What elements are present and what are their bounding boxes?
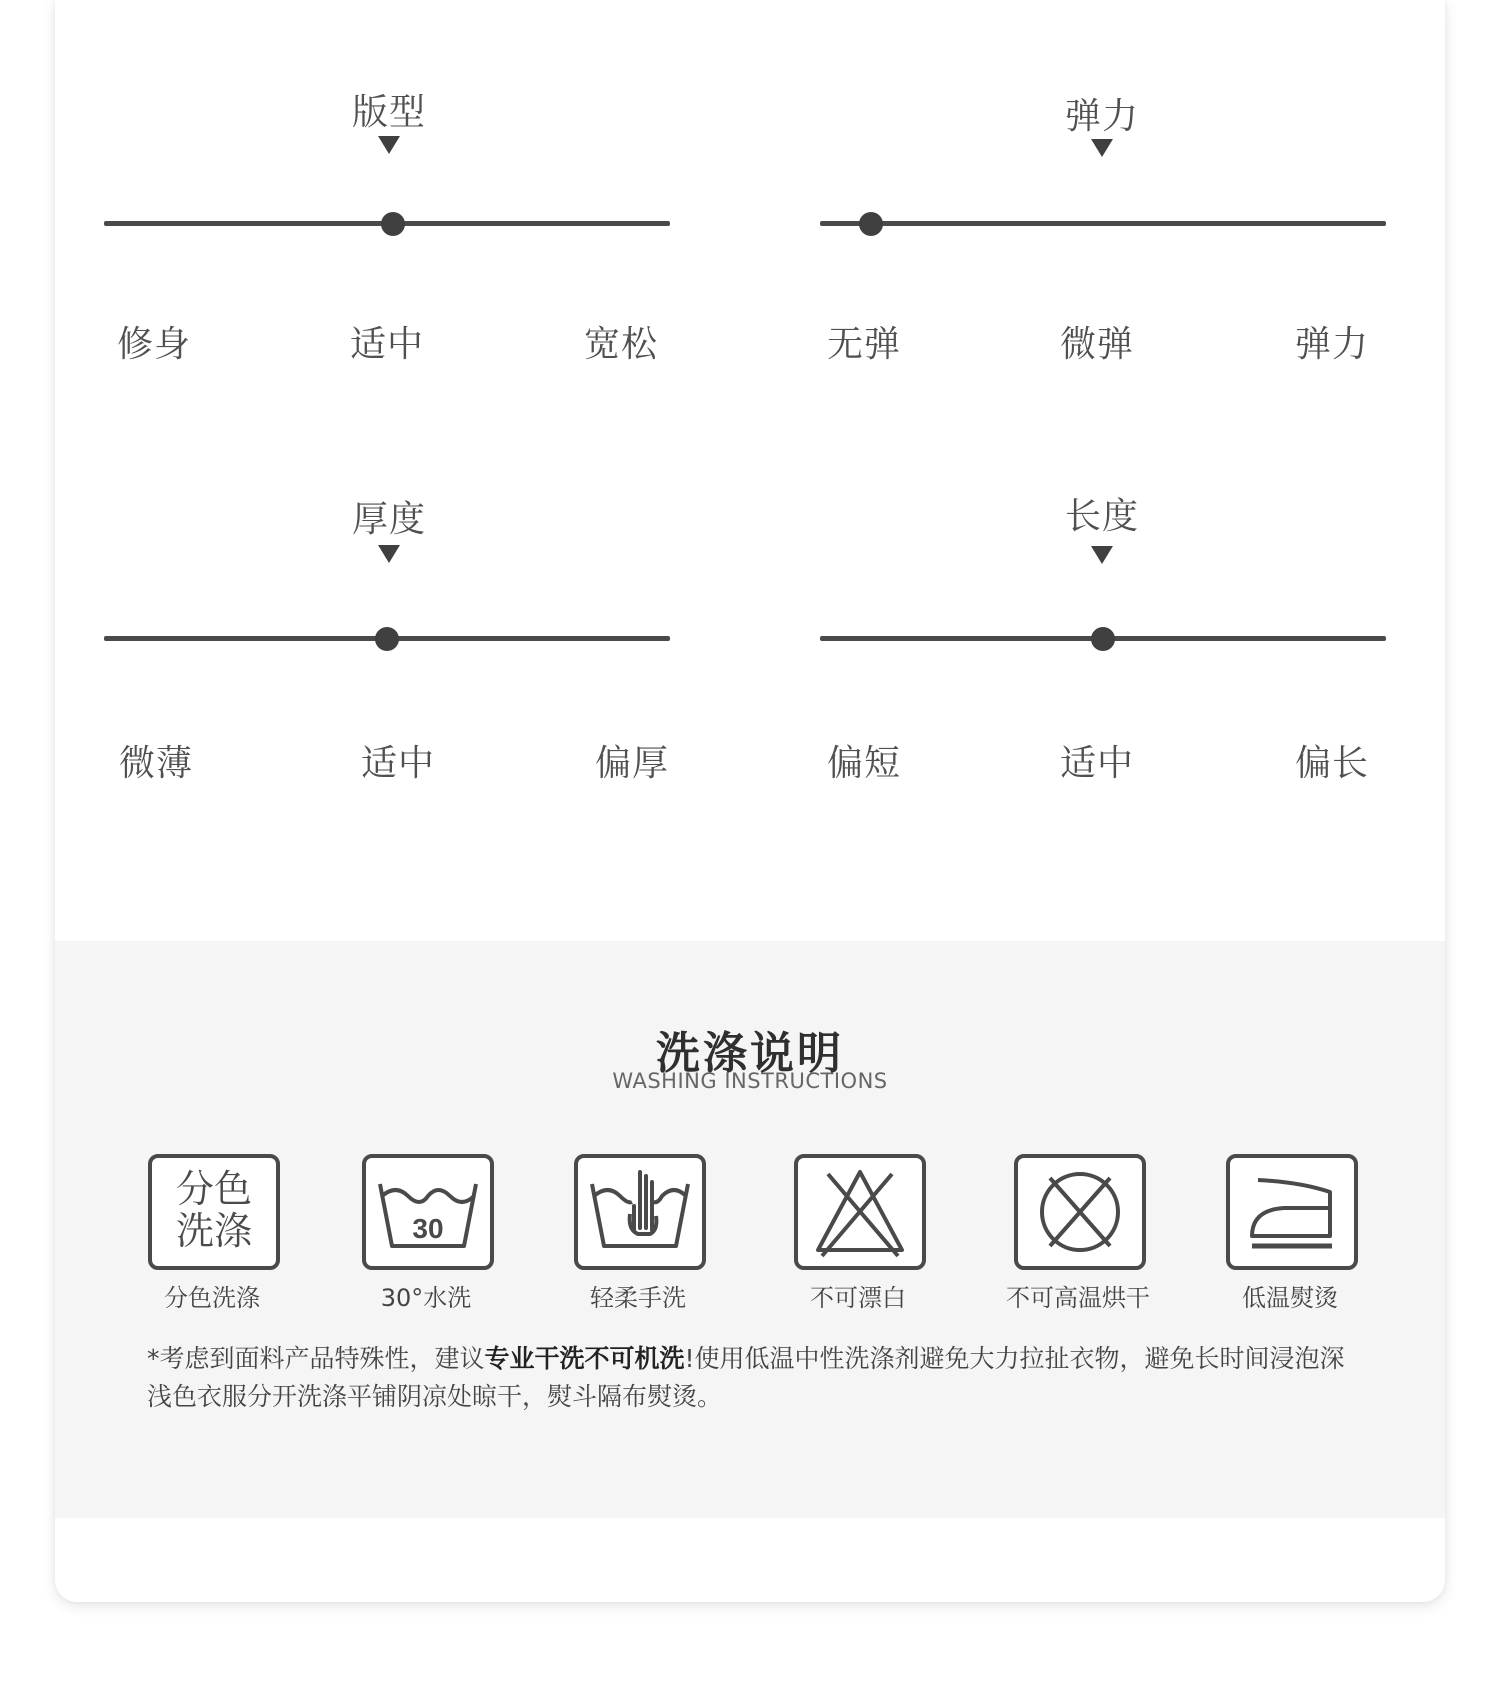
washing-instructions-section — [55, 941, 1445, 1518]
scale-label-high: 偏厚 — [594, 743, 670, 784]
scale-label-mid: 微弹 — [1059, 324, 1135, 365]
gauge-title: 长度 — [1064, 496, 1140, 537]
no-tumble-dry-icon — [1014, 1154, 1146, 1270]
section-title: 洗涤说明 — [656, 1028, 844, 1079]
scale-label-high: 宽松 — [583, 324, 659, 365]
pointer-down-icon — [378, 545, 400, 563]
scale-label-low: 修身 — [116, 324, 192, 365]
scale-label-mid: 适中 — [1059, 743, 1135, 784]
low-iron-icon — [1226, 1154, 1358, 1270]
iron-icon — [1230, 1158, 1354, 1266]
icon-label: 30°水洗 — [380, 1284, 472, 1312]
gauge-knob — [1091, 627, 1115, 651]
gauge-track — [820, 221, 1386, 226]
scale-label-low: 无弹 — [826, 324, 902, 365]
gauge-knob — [381, 212, 405, 236]
pointer-down-icon — [1091, 546, 1113, 564]
scale-label-mid: 适中 — [349, 324, 425, 365]
crossed-triangle-icon — [798, 1158, 922, 1266]
care-note: *考虑到面料产品特殊性，建议专业干洗不可机洗!使用低温中性洗涤剂避免大力拉扯衣物，避免长时间浸泡深浅色衣服分开洗涤平铺阴凉处晾干，熨斗隔布熨烫。 — [147, 1344, 1345, 1411]
scale-label-low: 偏短 — [826, 743, 902, 784]
scale-label-high: 弹力 — [1294, 324, 1370, 365]
scale-label-mid: 适中 — [360, 743, 436, 784]
icon-label: 不可高温烘干 — [1006, 1284, 1150, 1312]
gauge-knob — [859, 212, 883, 236]
icon-label: 低温熨烫 — [1242, 1284, 1338, 1312]
scale-label-low: 微薄 — [118, 743, 194, 784]
gauge-title: 版型 — [351, 92, 427, 133]
wash-tub-icon — [366, 1158, 490, 1266]
wash-30-icon — [362, 1154, 494, 1270]
gauge-title: 厚度 — [351, 499, 427, 540]
crossed-circle-icon — [1018, 1158, 1142, 1266]
scale-label-high: 偏长 — [1294, 743, 1370, 784]
hand-wash-icon — [574, 1154, 706, 1270]
wash-temperature: 30 — [412, 1213, 444, 1244]
pointer-down-icon — [1091, 139, 1113, 157]
separate-wash-icon — [148, 1154, 280, 1270]
hand-tub-icon — [578, 1158, 702, 1266]
gauge-knob — [375, 627, 399, 651]
care-note-emphasis: 专业干洗不可机洗 — [484, 1344, 685, 1373]
gauge-title: 弹力 — [1064, 96, 1140, 137]
no-bleach-icon — [794, 1154, 926, 1270]
product-details-card — [55, 0, 1445, 1602]
icon-label: 不可漂白 — [810, 1284, 906, 1312]
icon-label: 轻柔手洗 — [590, 1284, 686, 1312]
section-subtitle: WASHING INSTRUCTIONS — [612, 1069, 888, 1093]
icon-text: 分色 洗涤 — [175, 1167, 252, 1253]
icon-label: 分色洗涤 — [164, 1284, 260, 1312]
pointer-down-icon — [378, 136, 400, 154]
